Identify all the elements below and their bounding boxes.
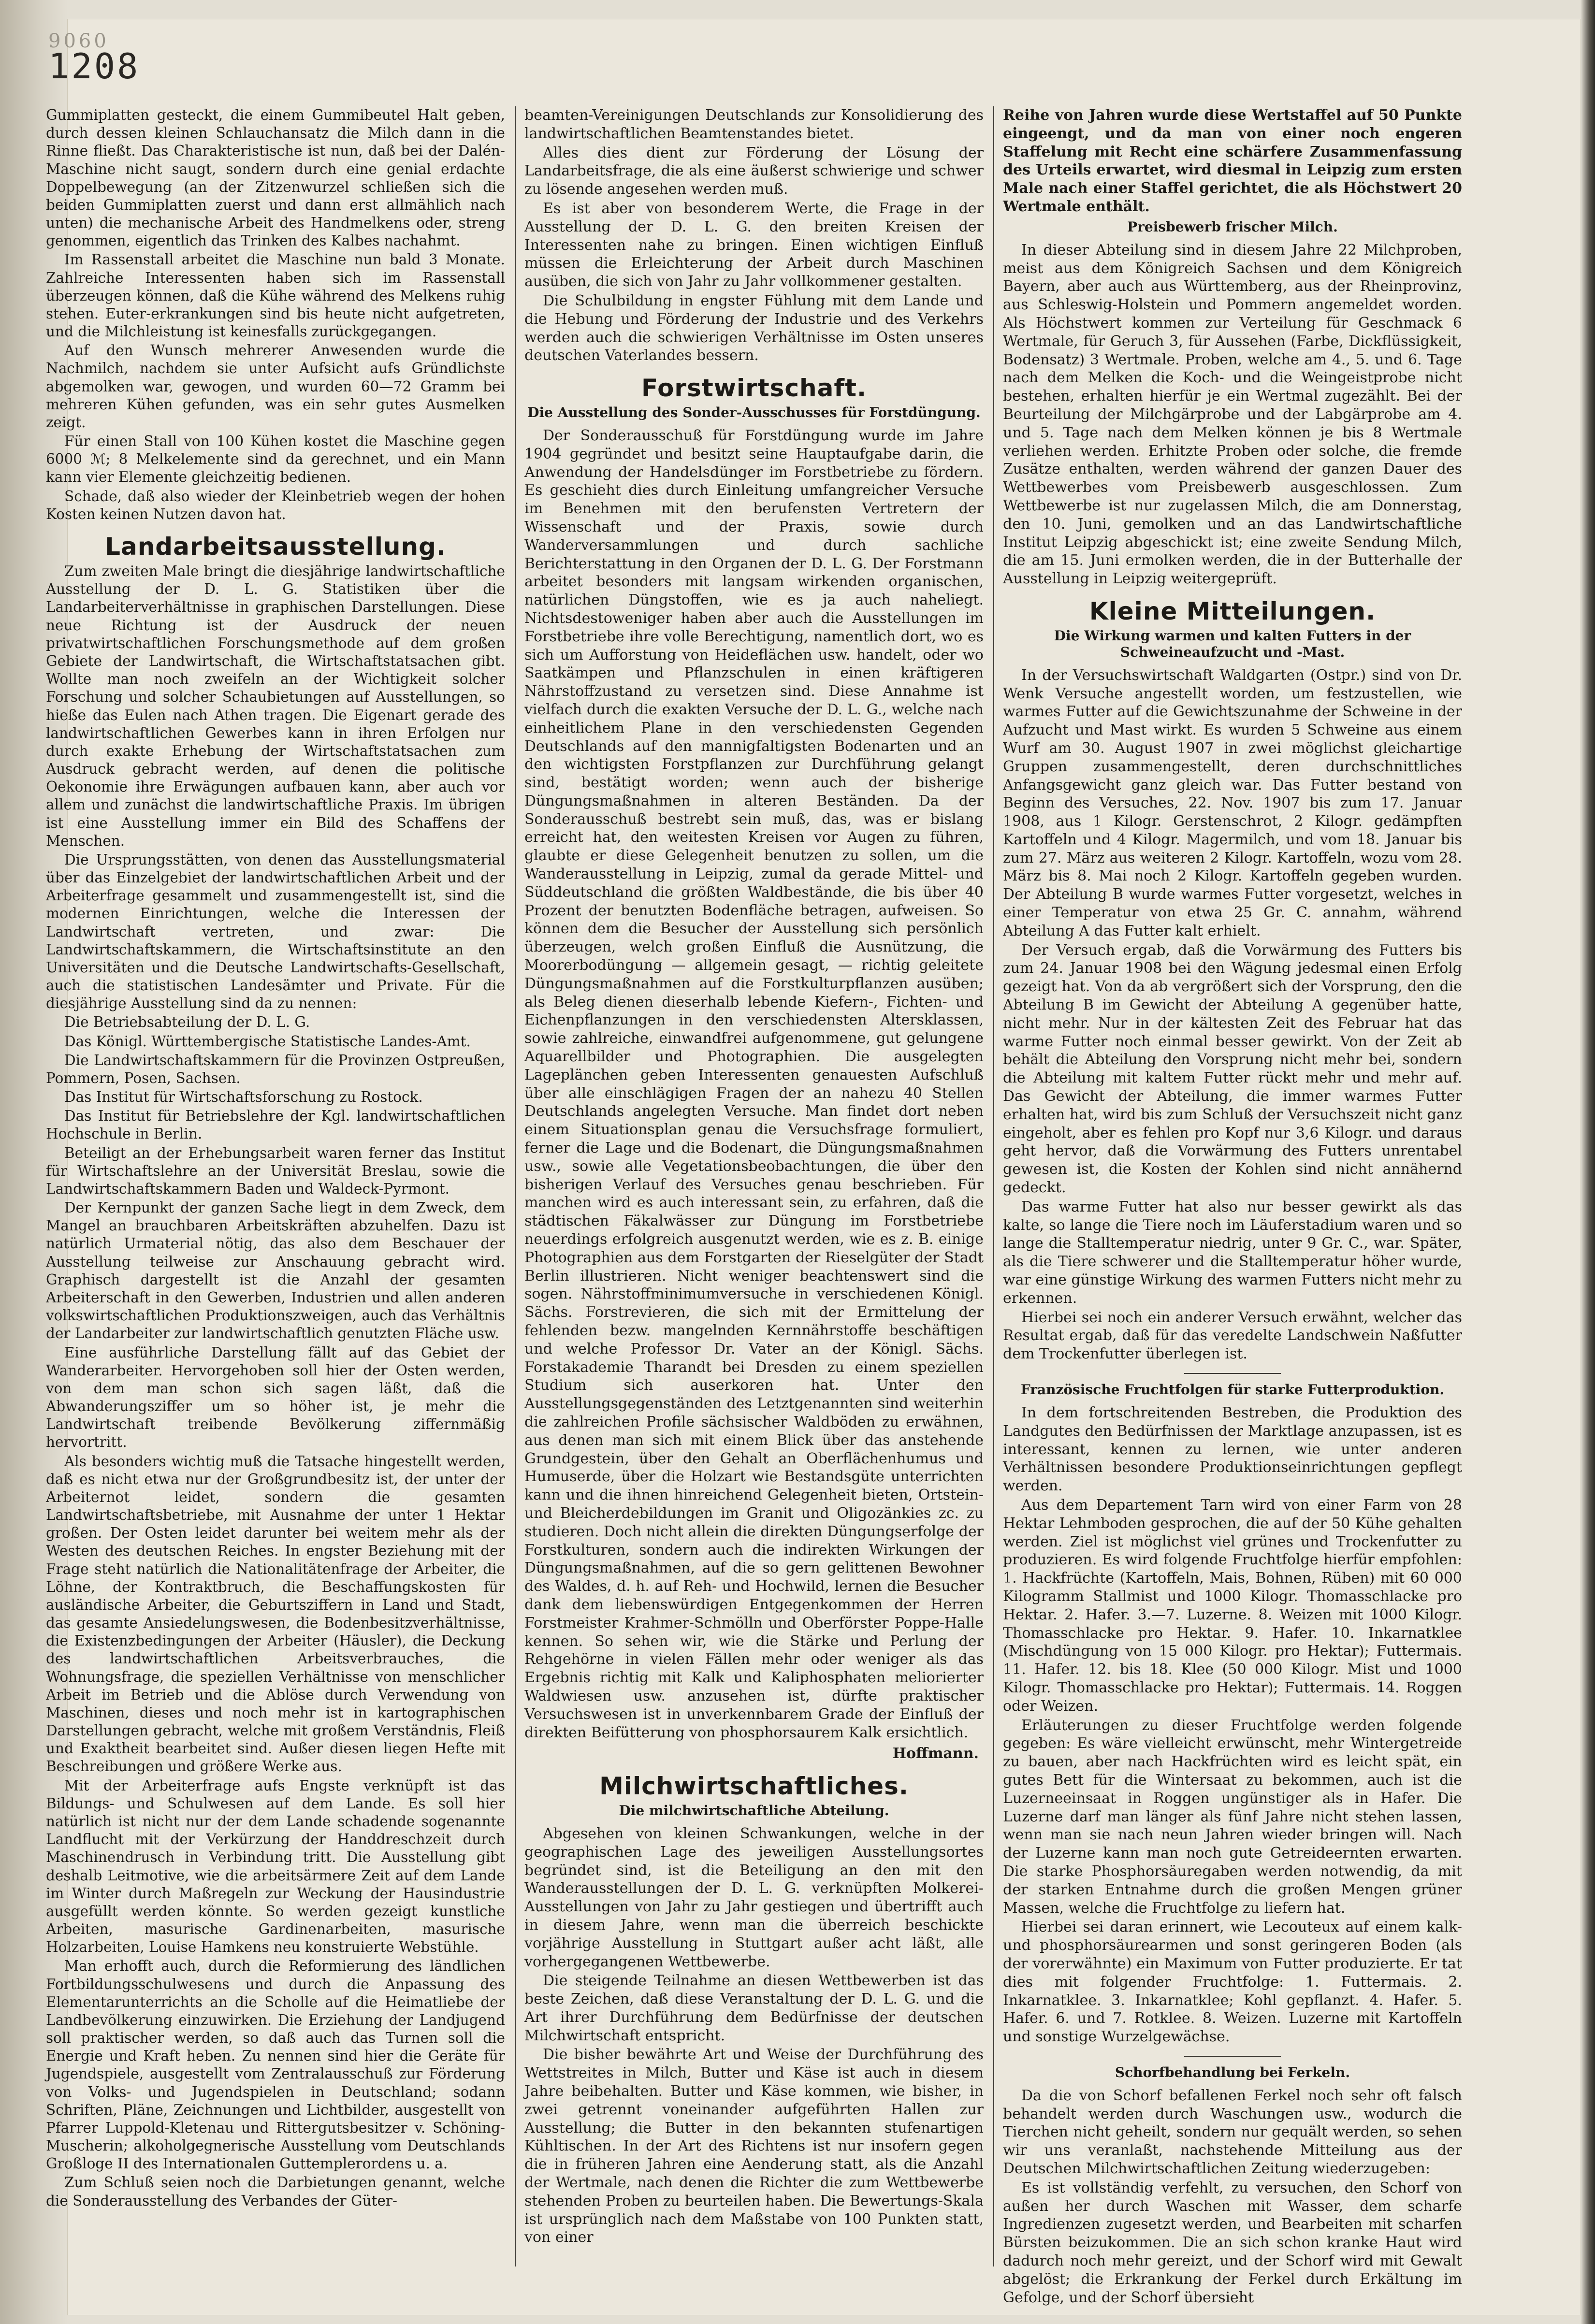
section-title-kleine-mitteilungen: Kleine Mitteilungen. — [1089, 597, 1376, 625]
paragraph: Der Versuch ergab, daß die Vorwärmung des Futters bis zum 24. Januar 1908 bei den Wägung jedesmal einen Erfolg gezeigt hat. Von da ab vergrößert sich der Vorsprung, den die Abteilung B im Gewicht der Abteilung A gegenüber hatte, nicht mehr. Nur in der kältesten Zeit des Februar hat das warme Futter noch einmal besser gewirkt. Von der Zeit ab behält die Abteilung den Vorsprung nicht mehr bei, sondern die Abteilung mit kaltem Futter rückt mehr und mehr auf. Das Gewicht der Abteilung, die immer warmes Futter erhalten hat, wird bis zum Schluß der Versuchszeit nicht ganz eingeholt, aber es fehlen pro Kopf nur 3,6 Kilogr. und daraus geht hervor, daß die Vorwärmung des Futters unrentabel gewesen ist, die Kosten der Kohlen sind nicht annähernd gedeckt. — [1003, 941, 1462, 1197]
paragraph: Es ist aber von besonderem Werte, die Frage in der Ausstellung der D. L. G. den breiten Kreisen der Interessenten nahe zu bringen. Einen wichtigen Einfluß müssen die Erleichterung der Arbeit durch Maschinen ausüben, die sich von Jahr zu Jahr vollkommener gestalten. — [524, 200, 984, 290]
article-body — [524, 1825, 984, 2247]
subtitle-milch-abteilung: Die milchwirtschaftliche Abteilung. — [619, 1802, 889, 1819]
paragraph: In dieser Abteilung sind in diesem Jahre 22 Milchproben, meist aus dem Königreich Sachsen und dem Königreich Bayern, aber auch aus Württemberg, aus der Rheinprovinz, aus Schleswig-Holstein und Pommern angemeldet worden. Als Höchstwert kommen zur Verteilung für Geschmack 6 Wertmale, für Geruch 3, für Aussehen (Farbe, Dickflüssigkeit, Bodensatz) 3 Wertmale. Proben, welche am 4., 5. und 6. Tage nach dem Melken die Koch- und die Weingeistprobe nicht bestehen, erhalten hierfür je ein Wertmal zugezählt. Bei der Beurteilung der Milchgärprobe und der Labgärprobe am 4. und 5. Tage nach dem Melken können je bis 8 Wertmale verliehen werden. Erhitzte Proben oder solche, die fremde Zusätze enthalten, werden während der ganzen Dauer des Wettbewerbes vom Preisbewerb ausgeschlossen. Zum Wettbewerbe ist nur zugelassen Milch, die am Donnerstag, den 10. Juni, gemolken und an das Landwirtschaftliche Institut Leipzig abgeschickt ist; eine zweite Sendung Milch, die am 15. Juni ermolken werden, die in der Butterhalle der Ausstellung in Leipzig weitergeprüft. — [1003, 241, 1462, 588]
paragraph: Zum zweiten Male bringt die diesjährige landwirtschaftliche Ausstellung der D. L. G. Statistiken über die Landarbeiterverhältnisse in graphischen Darstellungen. Diese neue Richtung ist der Ausdruck der neuen privatwirtschaftlichen Forschungsmethode auf dem großen Gebiete der Landwirtschaft, die Wirtschaftstatsachen gibt. Wollte man noch zweifeln an der Wichtigkeit solcher Forschung und solcher Schaubietungen auf Ausstellungen, so hieße das Eulen nach Athen tragen. Die Eigenart gerade des landwirtschaftlichen Gewerbes kann in ihren Erfolgen nur durch exakte Erhebung der Wirtschaftstatsachen zum Ausdruck gebracht werden, auf denen die politische Oekonomie ihre Erwägungen aufbauen kann, aber auch vor allem und zunächst die landwirtschaftliche Praxis. Im übrigen ist eine Ausstellung immer ein Bild des Schaffens der Menschen. — [46, 563, 505, 849]
subtitle-futter-schweine: Die Wirkung warmen und kalten Futters in der Schweineaufzucht und -Mast. — [1054, 627, 1411, 660]
article-continuation — [524, 106, 984, 365]
article-body — [1003, 241, 1462, 588]
paragraph: Das Königl. Württembergische Statistische Landes-Amt. — [64, 1033, 471, 1050]
paragraph: Zum Schluß seien noch die Darbietungen genannt, welche die Sonderausstellung des Verbandes der Güter- — [46, 2174, 505, 2209]
paragraph: Hierbei sei daran erinnert, wie Lecouteux auf einem kalk- und phosphorsäurearmen und sonst geringeren Boden (als der vorerwähnte) ein Maximum von Futter produzierte. Er tat dies mit folgender Fruchtfolge: 1. Futtermais. 2. Inkarnatklee. 3. Inkarnatklee; Kohl gepflanzt. 4. Hafer. 5. Hafer. 6. und 7. Rotklee. 8. Weizen. Luzerne mit Kartoffeln und sonstige Wurzelgewächse. — [1003, 1919, 1462, 2046]
paragraph: Eine ausführliche Darstellung fällt auf das Gebiet der Wanderarbeiter. Hervorgehoben soll hier der Osten werden, von dem man schon sich sagen läßt, daß die Abwanderungsziffer um so höher ist, je mehr die Landwirtschaft treibende Bevölkerung ziffernmäßig hervortritt. — [46, 1344, 505, 1451]
faded-stamp: 9060 — [48, 30, 109, 52]
column-3 — [1003, 106, 1462, 2308]
section-title-milchwirtschaftliches: Milchwirtschaftliches. — [599, 1772, 909, 1801]
paragraph: Die steigende Teilnahme an diesen Wettbewerben ist das beste Zeichen, daß diese Veranstaltung der D. L. G. und die Art ihrer Durchführung dem Bedürfnisse der deutschen Milchwirtschaft entspricht. — [524, 1972, 984, 2044]
paragraph: Das Institut für Betriebslehre der Kgl. landwirtschaftlichen Hochschule in Berlin. — [46, 1108, 505, 1142]
paragraph: Reihe von Jahren wurde diese Wertstaffel auf 50 Punkte eingeengt, und da man von einer noch engeren Staffelung mit Recht eine schärfere Zusammenfassung des Urteils erwartet, wird diesmal in Leipzig zum ersten Male nach einer Staffel gerichtet, die als Höchstwert 20 Wertmale enthält. — [1003, 107, 1462, 215]
article-body — [524, 427, 984, 1742]
paragraph: Hierbei sei noch ein anderer Versuch erwähnt, welcher das Resultat ergab, daß für das veredelte Landschwein Naßfutter dem Trockenfutter überlegen ist. — [1003, 1309, 1462, 1363]
paragraph: Alles dies dient zur Förderung der Lösung der Landarbeitsfrage, die als eine äußerst schwierige und schwer zu lösende angesehen werden muß. — [524, 144, 984, 198]
paragraph: Da die von Schorf befallenen Ferkel noch sehr oft falsch behandelt werden durch Waschungen usw., wodurch die Tierchen nicht geheilt, sondern nur gequält werden, so sehen wir uns veranlaßt, nachstehende Mitteilung aus der Deutschen Milchwirtschaftlichen Zeitung wiederzugeben: — [1003, 2087, 1462, 2178]
subtitle-fruchtfolgen: Französische Fruchtfolgen für starke Futterproduktion. — [1020, 1382, 1445, 1398]
page-number: 1208 — [48, 46, 140, 87]
paragraph: Aus dem Departement Tarn wird von einer Farm von 28 Hektar Lehmboden gesprochen, die auf der 50 Kühe gehalten werden. Ziel ist möglichst viel grünes und Trockenfutter zu produzieren. Es wird folgende Fruchtfolge hierfür empfohlen: 1. Hackfrüchte (Kartoffeln, Mais, Bohnen, Rüben) mit 60 000 Kilogramm Stallmist und 1000 Kilogr. Thomasschlacke pro Hektar. 2. Hafer. 3.—7. Luzerne. 8. Weizen mit 1000 Kilogr. Thomasschlacke pro Hektar. 9. Hafer. 10. Inkarnatklee (Mischdüngung von 15 000 Kilogr. pro Hektar); Futtermais. 11. Hafer. 12. bis 18. Klee (50 000 Kilogr. Mist und 1000 Kilogr. Thomasschlacke pro Hektar); Futtermais. 14. Roggen oder Weizen. — [1003, 1496, 1462, 1715]
paragraph: Gummiplatten gesteckt, die einem Gummibeutel Halt geben, durch dessen kleinen Schlauchansatz die Milch dann in die Rinne fließt. Das Charakteristische ist nun, daß bei der Dalén-Maschine nicht saugt, sondern durch eine genial erdachte Doppelbewegung (an der Zitzenwurzel schließen sich die beiden Gummiplatten zuerst und dann erst allmählich nach unten) die mechanische Arbeit des Handmelkens oder, streng genommen, eigentlich das Trinken des Kalbes nachahmt. — [46, 107, 505, 249]
paragraph: Schade, daß also wieder der Kleinbetrieb wegen der hohen Kosten keinen Nutzen davon hat. — [46, 488, 505, 522]
paragraph: In der Versuchswirtschaft Waldgarten (Ostpr.) sind von Dr. Wenk Versuche angestellt worden, um festzustellen, wie warmes Futter auf die Gewichtszunahme der Schweine in der Aufzucht und Mast wirkt. Es wurden 5 Schweine aus einem Wurf am 30. August 1907 in zwei möglichst gleichartige Gruppen zusammengestellt, deren durchschnittliches Anfangsgewicht ganz gleich war. Das Futter bestand von Beginn des Versuches, 22. Nov. 1907 bis zum 17. Januar 1908, aus 1 Kilogr. Gerstenschrot, 2 Kilogr. gedämpften Kartoffeln und 4 Kilogr. Magermilch, und vom 18. Januar bis zum 27. März aus weiteren 2 Kilogr. Kartoffeln, wozu vom 28. März bis 8. Mai noch 2 Kilogr. Kartoffeln gegeben wurden. Der Abteilung B wurde warmes Futter vorgesetzt, welches in einer Temperatur von etwa 25 Gr. C. annahm, während Abteilung A das Futter kalt erhielt. — [1003, 666, 1462, 939]
paragraph: Als besonders wichtig muß die Tatsache hingestellt werden, daß es nicht etwa nur der Großgrundbesitz ist, der unter der Arbeiternot leidet, sondern die gesamten Landwirtschaftsbetriebe, mit Ausnahme der unter 1 Hektar großen. Der Osten leidet darunter bei weitem mehr als der Westen des deutschen Reiches. In engster Beziehung mit der Frage steht natürlich die Nationalitätenfrage der Arbeiter, die Löhne, der Kontraktbruch, die Beschaffungskosten für ausländische Arbeiter, die Geburtsziffern in Land und Stadt, das gesamte Ansiedelungswesen, die Bodenbesitzverhältnisse, die Existenzbedingungen der Arbeiter (Häusler), die Deckung des landwirtschaftlichen Arbeitsverbrauches, die Wohnungsfrage, die speziellen Verhältnisse von menschlicher Arbeit im Betrieb und die Ablöse durch Verwendung von Maschinen, dieses und noch mehr ist in kartographischen Darstellungen gebracht, welche mit großem Verständnis, Fleiß und Exaktheit bearbeitet sind. Außer diesen liegen Hefte mit Beschreibungen und größere Werke aus. — [46, 1453, 505, 1775]
divider — [1184, 1373, 1281, 1374]
paragraph: Der Kernpunkt der ganzen Sache liegt in dem Zweck, dem Mangel an brauchbaren Arbeitskräften abzuhelfen. Dazu ist natürlich Urmaterial nötig, das also dem Beschauer der Ausstellung teilweise zur Anschauung gebracht wird. Graphisch dargestellt ist die Anzahl der gesamten Arbeiterschaft in den Gewerben, Industrien und allen anderen volkswirtschaftlichen Produktionszweigen, auch das Verhältnis der Landarbeiter zur landwirtschaftlich genutzten Fläche usw. — [46, 1199, 505, 1342]
column-rule — [515, 106, 516, 2266]
paragraph: Die Landwirtschaftskammern für die Provinzen Ostpreußen, Pommern, Posen, Sachsen. — [46, 1052, 505, 1086]
article-body — [1003, 2087, 1462, 2307]
page-edge-shadow — [1580, 0, 1595, 2324]
section-title-landarbeitsausstellung: Landarbeitsausstellung. — [105, 532, 446, 561]
paragraph: Die Betriebsabteilung der D. L. G. — [64, 1014, 310, 1031]
paragraph: Die Ursprungsstätten, von denen das Ausstellungsmaterial über das Einzelgebiet der landwirtschaftlichen Arbeit und der Arbeiterfrage gesammelt und zusammengestellt ist, sind die modernen Einrichtungen, welche die Interessen der Landwirtschaft vertreten, und zwar: Die Landwirtschaftskammern, die Wirtschaftsinstitute an den Universitäten und die Deutsche Landwirtschafts-Gesellschaft, auch die statistischen Landesämter und Private. Für die diesjährige Ausstellung sind da zu nennen: — [46, 851, 505, 1012]
column-2 — [524, 106, 984, 2248]
paragraph: Im Rassenstall arbeitet die Maschine nun bald 3 Monate. Zahlreiche Interessenten haben sich im Rassenstall überzeugen können, daß die Kühe während des Melkens ruhig stehen. Euter-erkrankungen sind bis heute nicht aufgetreten, und die Milchleistung ist keinesfalls zurückgegangen. — [46, 251, 505, 340]
article-body — [46, 563, 505, 2210]
paragraph: In dem fortschreitenden Bestreben, die Produktion des Landgutes den Bedürfnissen der Marktlage anzupassen, ist es interessant, kennen zu lernen, wie unter anderen Verhältnissen besondere Produktionseinrichtungen gepflegt werden. — [1003, 1404, 1462, 1495]
paragraph: Erläuterungen zu dieser Fruchtfolge werden folgende gegeben: Es wäre vielleicht erwünscht, mehr Wintergetreide zu bauen, aber nach Hackfrüchten wird es leicht spät, ein gutes Bett für die Wintersaat zu bekommen, auch ist die Luzerneeinsaat in Roggen ungünstiger als in Hafer. Die Luzerne darf man länger als fünf Jahre nicht stehen lassen, wenn man sie nach neun Jahren wieder bringen will. Nach der Luzerne kann man noch gute Getreideernten erwarten. Die starke Phosphorsäuregaben werden notwendig, da mit der starken Entnahme durch die großen Mengen grüner Massen, welche die Fruchtfolge zu liefern hat. — [1003, 1717, 1462, 1917]
paragraph: Die bisher bewährte Art und Weise der Durchführung des Wettstreites in Milch, Butter und Käse ist auch in diesem Jahre beibehalten. Butter und Käse kommen, wie bisher, in zwei getrennt voneinander aufgeführten Hallen zur Ausstellung; die Butter in den bekannten stufenartigen Kühltischen. In der Art des Richtens ist nur insofern gegen die in früheren Jahren eine Aenderung statt, als die Anzahl der Wertmale, nach denen die Richter die zum Wettbewerbe stehenden Proben zu beurteilen haben. Die Bewertungs-Skala ist ursprünglich nach dem Maßstabe von 100 Punkten statt, von einer — [524, 2046, 984, 2246]
article-body — [1003, 666, 1462, 1363]
paragraph: Auf den Wunsch mehrerer Anwesenden wurde die Nachmilch, nachdem sie unter Aufsicht aufs Gründlichste abgemolken war, gewogen, und wurden 60—72 Gramm bei mehreren Kühen gefunden, was ein sehr gutes Ausmelken zeigt. — [46, 342, 505, 431]
paragraph: Beteiligt an der Erhebungsarbeit waren ferner das Institut für Wirtschaftslehre an der Universität Breslau, sowie die Landwirtschaftskammern Baden und Waldeck-Pyrmont. — [46, 1144, 505, 1197]
subtitle-schorfbehandlung: Schorfbehandlung bei Ferkeln. — [1115, 2064, 1350, 2080]
subtitle-preisbewerb: Preisbewerb frischer Milch. — [1127, 218, 1338, 235]
paragraph: Das Institut für Wirtschaftsforschung zu Rostock. — [64, 1089, 423, 1106]
divider — [1184, 2056, 1281, 2057]
paragraph: Die Schulbildung in engster Fühlung mit dem Lande und die Hebung und Förderung der Industrie und des Verkehrs werden auch die schwierigen Verhältnisse im Osten unseres deutschen Vaterlandes bessern. — [524, 292, 984, 364]
section-title-forstwirtschaft: Forstwirtschaft. — [641, 374, 867, 403]
paragraph: Das warme Futter hat also nur besser gewirkt als das kalte, so lange die Tiere noch im Läuferstadium waren und so lange die Stalltemperatur niedrig, unter 9 Gr. C., war. Später, als die Tiere schwerer und die Stalltemperatur höher wurde, war eine günstige Wirkung des warmen Futters nicht mehr zu erkennen. — [1003, 1198, 1462, 1307]
paragraph: beamten-Vereinigungen Deutschlands zur Konsolidierung des landwirtschaftlichen Beamtenstandes bietet. — [524, 107, 984, 142]
paragraph: Der Sonderausschuß für Forstdüngung wurde im Jahre 1904 gegründet und besitzt seine Hauptaufgabe darin, die Anwendung der Handelsdünger im Forstbetriebe zu fördern. Es geschieht dies durch Einleitung umfangreicher Versuche im Benehmen mit den berufensten Vertretern der Wissenschaft und der Praxis, sowie durch Wanderversammlungen und durch sachliche Berichterstattung in den Organen der D. L. G. Der Forstmann arbeitet besonders mit langsam wirkenden organischen, natürlichen Düngstoffen, wie es ja auch naheliegt. Nichtsdestoweniger haben aber auch die Ausstellungen im Forstbetriebe ihre volle Berechtigung, namentlich dort, wo es sich um Aufforstung von Heideflächen usw. handelt, oder wo Saatkämpen und Pflanzschulen in einen kräftigeren Nährstoffzustand zu versetzen sind. Diese Annahme ist vielfach durch die exakten Versuche der D. L. G., welche nach einheitlichem Plane in den verschiedensten Gegenden Deutschlands auf den mannigfaltigsten Bodenarten und an den wichtigsten Forstpflanzen zur Durchführung gelangt sind, bestätigt worden; wenn auch der bisherige Düngungsmaßnahmen in alteren Beständen. Da der Sonderausschuß bestrebt sein muß, das, was er bislang erreicht hat, den weitesten Kreisen vor Augen zu führen, glaubte er diese Gelegenheit benutzen zu sollen, um die Wanderausstellung in Leipzig, zumal da gerade Mittel- und Süddeutschland die größten Waldbestände, die bis über 40 Prozent der benutzten Bodenfläche betragen, aufweisen. So können dem die Besucher der Ausstellung sich persönlich überzeugen, welch großen Einfluß die Ausnützung, die Moorerbodüngung — allgemein gesagt, — richtig geleitete Düngungsmaßnahmen auf die Forstkulturpflanzen ausüben; als Beleg dienen dieserhalb lebende Kiefern-, Fichten- und Eichenpflanzungen in den verschiedensten Altersklassen, sowie zahlreiche, einwandfrei aufgenommene, gut gelungene Aquarellbilder und Photographien. Die ausgelegten Lageplänchen geben Interessenten genauesten Aufschluß über alle einschlägigen Fragen der an nahezu 40 Stellen Deutschlands angelegten Versuche. Man findet dort neben einem Situationsplan genau die Versuchsfrage formuliert, ferner die Lage und die Bodenart, die Düngungsmaßnahmen usw., sowie alle Vegetationsbeobachtungen, die über den bisherigen Verlauf des Versuches genau beschrieben. Für manchen wird es auch interessant sein, zu erfahren, daß die städtischen Fäkalwässer zur Düngung im Forstbetriebe neuerdings erfolgreich ausgenutzt werden, wie es z. B. einige Photographien aus dem Forstgarten der Rieselgüter der Stadt Berlin illustrieren. Nicht weniger beachtenswert sind die sogen. Nährstoffminimumversuche in verschiedenen Königl. Sächs. Forstrevieren, die sich mit der Ermittelung der fehlenden bezw. mangelnden Kernnährstoffe beschäftigen und welche Professor Dr. Vater an der Königl. Sächs. Forstakademie Tharandt bei Dresden zu einem speziellen Studium sich auserkoren hat. Unter den Ausstellungsgegenständen des Letztgenannten sind weiterhin die zahlreichen Profile sächsischer Waldböden zu erwähnen, aus denen man sich mit einem Blick über das anstehende Grundgestein, über den Gehalt an Oberflächenhumus und Humuserde, über die Holzart wie Bestandsgüte unterrichten kann und die ihnen hinreichend Gelegenheit bieten, Ortstein- und Bleicherdebildungen im Granit und Oligozänkies zc. zu studieren. Doch nicht allein die direkten Düngungserfolge der Forstkulturen, sondern auch die indirekten Wirkungen der Düngungsmaßnahmen, auf die so gern gelittenen Bewohner des Waldes, d. h. auf Reh- und Hochwild, lernen die Besucher dank dem liebenswürdigen Entgegenkommen der Herren Forstmeister Krahmer-Schmölln und Oberförster Poppe-Halle kennen. So sehen wir, wie die Stärke und Perlung der Rehgehörne in vielen Fällen mehr oder weniger als das Ergebnis richtig mit Kalk und Kaliphosphaten meliorierter Waldwiesen usw. anzusehen ist, dürfte praktischer Versuchswesen ist in unverkennbarem Grade der Einfluß der direkten Beifütterung von phosphorsaurem Kalk ersichtlich. — [524, 427, 984, 1741]
paragraph: Für einen Stall von 100 Kühen kostet die Maschine gegen 6000 ℳ; 8 Melkelemente sind da gerechnet, und ein Mann kann vier Elemente gleichzeitig bedienen. — [46, 433, 505, 486]
article-continuation — [46, 106, 505, 523]
paragraph: Mit der Arbeiterfrage aufs Engste verknüpft ist das Bildungs- und Schulwesen auf dem Lande. Es soll hier natürlich ist nicht nur der dem Lande schadende sogenannte Landflucht mit der Verkürzung der Handdreschzeit durch Maschinendrusch in Verbindung tritt. Die Ausstellung gibt deshalb Leitmotive, wie die arbeitsärmere Zeit auf dem Lande im Winter durch Maßregeln zur Weckung der Hausindustrie ausgefüllt werden könnte. So werden gezeigt kunstliche Arbeiten, masurische Gardinenarbeiten, masurische Holzarbeiten, Louise Hamkens neu konstruierte Webstühle. — [46, 1777, 505, 1956]
column-1 — [46, 106, 505, 2211]
article-body — [1003, 1404, 1462, 2046]
article-continuation — [1003, 106, 1462, 216]
author-signature: Hoffmann. — [892, 1745, 979, 1762]
paragraph: Abgesehen von kleinen Schwankungen, welche in der geographischen Lage des jeweiligen Ausstellungsortes begründet sind, ist die Beteiligung an den mit den Wanderausstellungen der D. L. G. verknüpften Molkerei-Ausstellungen von Jahr zu Jahr gestiegen und übertrifft auch in diesem Jahre, wenn man die überreich beschickte vorjährige Ausstellung in Stuttgart außer acht läßt, alle vorhergegangenen Wettbewerbe. — [524, 1825, 984, 1970]
column-rule — [993, 106, 994, 2266]
subtitle-forstduengung: Die Ausstellung des Sonder-Ausschusses für Forstdüngung. — [527, 404, 981, 420]
paragraph: Es ist vollständig verfehlt, zu versuchen, den Schorf von außen her durch Waschen mit Wasser, dem scharfe Ingredienzen zugesetzt werden, und Bearbeiten mit scharfen Bürsten beizukommen. Die an sich schon kranke Haut wird dadurch noch mehr gereizt, und der Schorf wird mit Gewalt abgelöst; die Erkrankung der Ferkel durch Erkältung im Gefolge, und der Schorf übersieht — [1003, 2179, 1462, 2306]
paragraph: Man erhofft auch, durch die Reformierung des ländlichen Fortbildungsschulwesens und durch die Anpassung des Elementarunterrichts an die Scholle auf die Heimatliebe der Landbevölkerung einzuwirken. Die Erziehung der Landjugend soll praktischer werden, so daß auch das Turnen soll die Energie und Kraft heben. Zu nennen sind hier die Geräte für Jugendspiele, ausgestellt vom Zentralausschuß zur Förderung von Volks- und Jugendspielen in Deutschland; sodann Schriften, Pläne, Zeichnungen und Lichtbilder, ausgestellt von Pfarrer Luppold-Kletenau und Rittergutsbesitzer v. Schöning-Muscherin; alkoholgegnerische Ausstellung vom Deutschlands Großloge II des Internationalen Guttemplerordens u. a. — [46, 1958, 505, 2172]
